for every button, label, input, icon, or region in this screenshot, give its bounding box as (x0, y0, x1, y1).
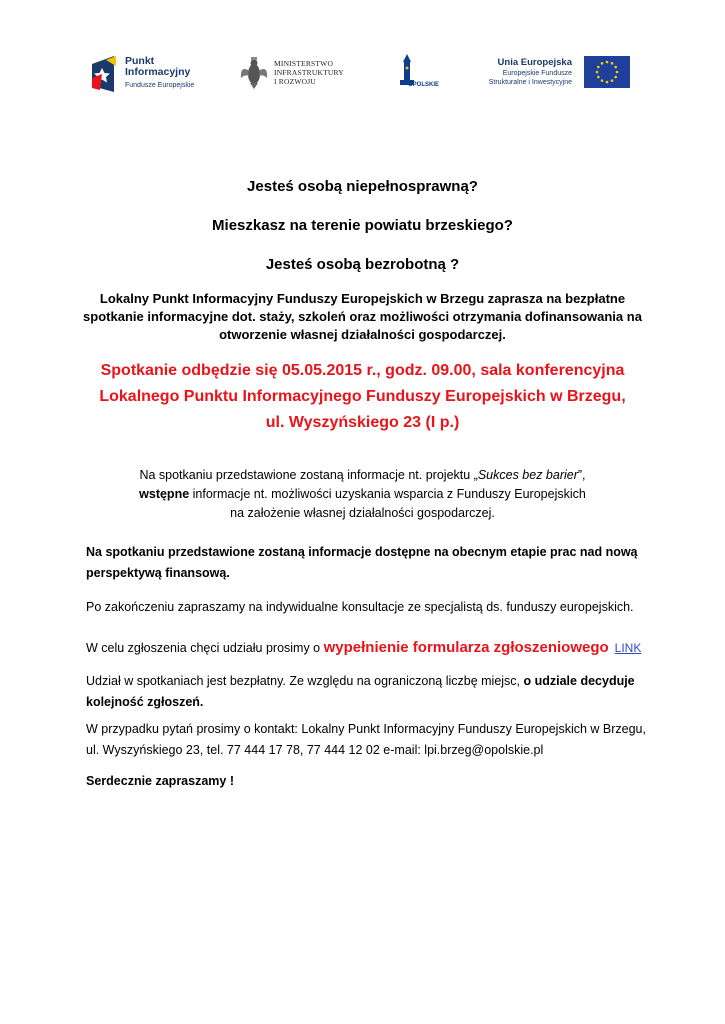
meeting-line: Spotkanie odbędzie się 05.05.2015 r., godz. 09.00, sala konferencyjna (100, 362, 625, 379)
intro-line: Lokalny Punkt Informacyjny Funduszy Europejskich w Brzegu zaprasza na bezpłatne (99, 291, 626, 306)
punkt-informacyjny-logo (92, 54, 222, 94)
paragraph-line: Na spotkaniu przedstawione zostaną informacje dostępne na obecnym etapie prac nad nową (86, 545, 638, 559)
eu-star-icon (614, 66, 617, 69)
paragraph-line (86, 671, 656, 692)
contact-paragraph (86, 719, 656, 761)
eu-flag-icon (584, 56, 630, 88)
question-residence: Mieszkasz na terenie powiatu brzeskiego? (212, 217, 513, 234)
registration-paragraph (86, 637, 656, 659)
perspective-paragraph (86, 542, 656, 584)
intro-paragraph (60, 290, 665, 344)
closing-invitation: Serdecznie zapraszamy ! (86, 774, 234, 788)
logo-bar (0, 50, 725, 110)
eu-star-icon (606, 61, 609, 64)
opolskie-logo (388, 54, 448, 96)
pi-line3: Fundusze Europejskie (125, 82, 195, 89)
eu-line2: Europejskie Fundusze (502, 70, 572, 77)
paragraph-line: perspektywą finansową. (86, 566, 230, 580)
eu-star-icon (597, 66, 600, 69)
project-text: ”, (577, 468, 586, 482)
meeting-line: Lokalnego Punktu Informacyjnego Funduszy Europejskich w Brzegu, (99, 388, 626, 405)
eu-star-icon (597, 76, 600, 79)
eu-line1: Unia Europejska (497, 57, 572, 68)
paragraph-line (86, 692, 656, 713)
project-line (60, 485, 665, 504)
eu-star-icon (611, 62, 614, 65)
ministry-line1: MINISTERSTWO (274, 59, 334, 68)
contact-line: W przypadku pytań prosimy o kontakt: Lokalny Punkt Informacyjny Funduszy Europejskich w Brzegu, (86, 722, 646, 736)
project-paragraph (60, 466, 665, 523)
intro-line: otworzenie własnej działalności gospodarczej. (219, 327, 506, 342)
eu-line3: Strukturalne i Inwestycyjne (488, 79, 572, 86)
project-text: informacje nt. możliwości uzyskania wsparcia z Funduszy Europejskich (189, 487, 586, 501)
eu-star-icon (614, 76, 617, 79)
participation-text: Udział w spotkaniach jest bezpłatny. Ze względu na ograniczoną liczbę miejsc, (86, 674, 524, 688)
eu-star-icon (601, 79, 604, 82)
intro-line: spotkanie informacyjne dot. staży, szkoleń oraz możliwości otrzymania dofinansowania na (83, 309, 642, 324)
eagle-icon (240, 56, 268, 90)
registration-form-highlight: wypełnienie formularza zgłoszeniowego (323, 639, 609, 656)
participation-bold: kolejność zgłoszeń. (86, 695, 204, 709)
consultation-paragraph: Po zakończeniu zapraszamy na indywidualne konsultacje ze specjalistą ds. funduszy europejskich. (86, 600, 634, 614)
eu-star-icon (601, 62, 604, 65)
meeting-line: ul. Wyszyńskiego 23 (I p.) (265, 414, 460, 431)
ministry-logo (240, 56, 360, 90)
eu-logo (484, 56, 630, 92)
ministry-line2: INFRASTRUKTURY (274, 68, 344, 77)
question-unemployed: Jesteś osobą bezrobotną ? (265, 256, 460, 273)
opolskie-label: OPOLSKIE (408, 82, 440, 88)
project-title: Sukces bez barier (477, 468, 578, 482)
meeting-details (60, 358, 665, 436)
eu-star-icon (596, 71, 599, 74)
project-line: na założenie własnej działalności gospodarczej. (230, 506, 495, 520)
pi-star-icon (92, 56, 122, 92)
eu-star-icon (606, 81, 609, 84)
registration-text: W celu zgłoszenia chęci udziału prosimy o (86, 641, 324, 655)
project-bold: wstępne (139, 487, 190, 501)
contact-line: ul. Wyszyńskiego 23, tel. 77 444 17 78, 77 444 12 02 e-mail: lpi.brzeg@opolskie.pl (86, 743, 544, 757)
ministry-line3: I ROZWOJU (274, 77, 317, 86)
free-participation-paragraph (86, 671, 656, 713)
pi-line2: Informacyjny (125, 66, 191, 78)
project-line (60, 466, 665, 485)
eu-star-icon (616, 71, 619, 74)
eu-star-icon (611, 79, 614, 82)
participation-bold: o udziale decyduje (523, 674, 635, 688)
registration-link[interactable]: LINK (614, 641, 642, 655)
pi-line1: Punkt (125, 55, 155, 67)
project-text: Na spotkaniu przedstawione zostaną informacje nt. projektu „ (139, 468, 478, 482)
question-disabled: Jesteś osobą niepełnosprawną? (247, 178, 478, 195)
